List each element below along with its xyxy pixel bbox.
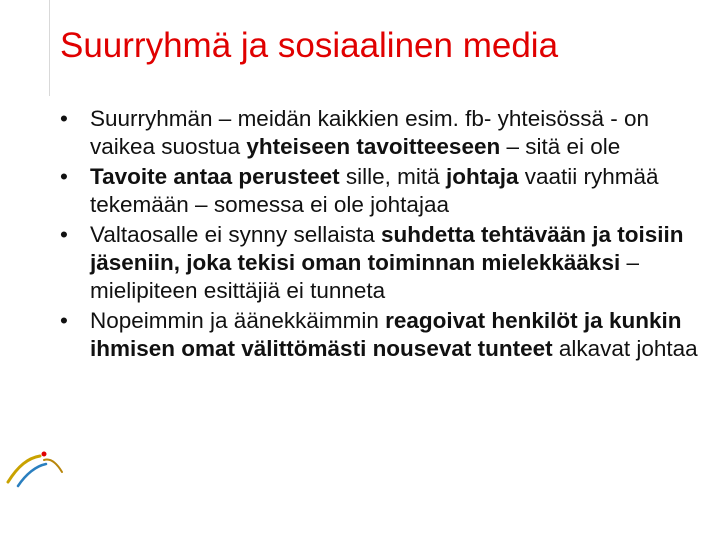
bullet-text: Nopeimmin ja äänekkäimmin <box>90 308 386 333</box>
bullet-list <box>60 105 700 365</box>
bullet-text: sille, mitä <box>339 164 446 189</box>
slide-title: Suurryhmä ja sosiaalinen media <box>60 26 559 65</box>
bullet-bold-text: suhdetta tehtävään ja toisiin jäseniin, joka tekisi oman toiminnan mielekkääksi <box>90 222 684 275</box>
bullet-text: vaatii ryhmää tekemään – somessa ei ole johtajaa <box>90 164 659 217</box>
bullet-text: alkavat johtaa <box>552 336 698 361</box>
bullet-text: – mielipiteen esittäjiä ei tunneta <box>90 250 639 303</box>
bullet-text: Suurryhmän – meidän kaikkien esim. fb- <box>90 106 492 131</box>
swoosh-logo-icon <box>4 440 74 500</box>
bullet-bold-text: Tavoite antaa perusteet <box>90 164 340 189</box>
bullet-bold-text: reagoivat henkilöt ja kunkin ihmisen omat välittömästi nousevat tunteet <box>90 308 682 361</box>
bullet-item <box>60 163 700 219</box>
bullet-dot: • <box>60 222 68 247</box>
title-divider <box>49 0 50 96</box>
bullet-text: yhteisössä - on vaikea suostua <box>90 106 649 159</box>
bullet-item <box>60 105 700 161</box>
bullet-dot: • <box>60 106 68 131</box>
bullet-text: – sitä ei ole <box>500 134 621 159</box>
bullet-text: Valtaosalle ei synny sellaista <box>90 222 381 247</box>
bullet-dot: • <box>60 308 68 333</box>
bullet-item <box>60 221 700 305</box>
bullet-bold-text: johtaja <box>445 164 519 189</box>
bullet-item <box>60 307 700 363</box>
bullet-dot: • <box>60 164 68 189</box>
bullet-bold-text: yhteiseen tavoitteeseen <box>246 134 501 159</box>
